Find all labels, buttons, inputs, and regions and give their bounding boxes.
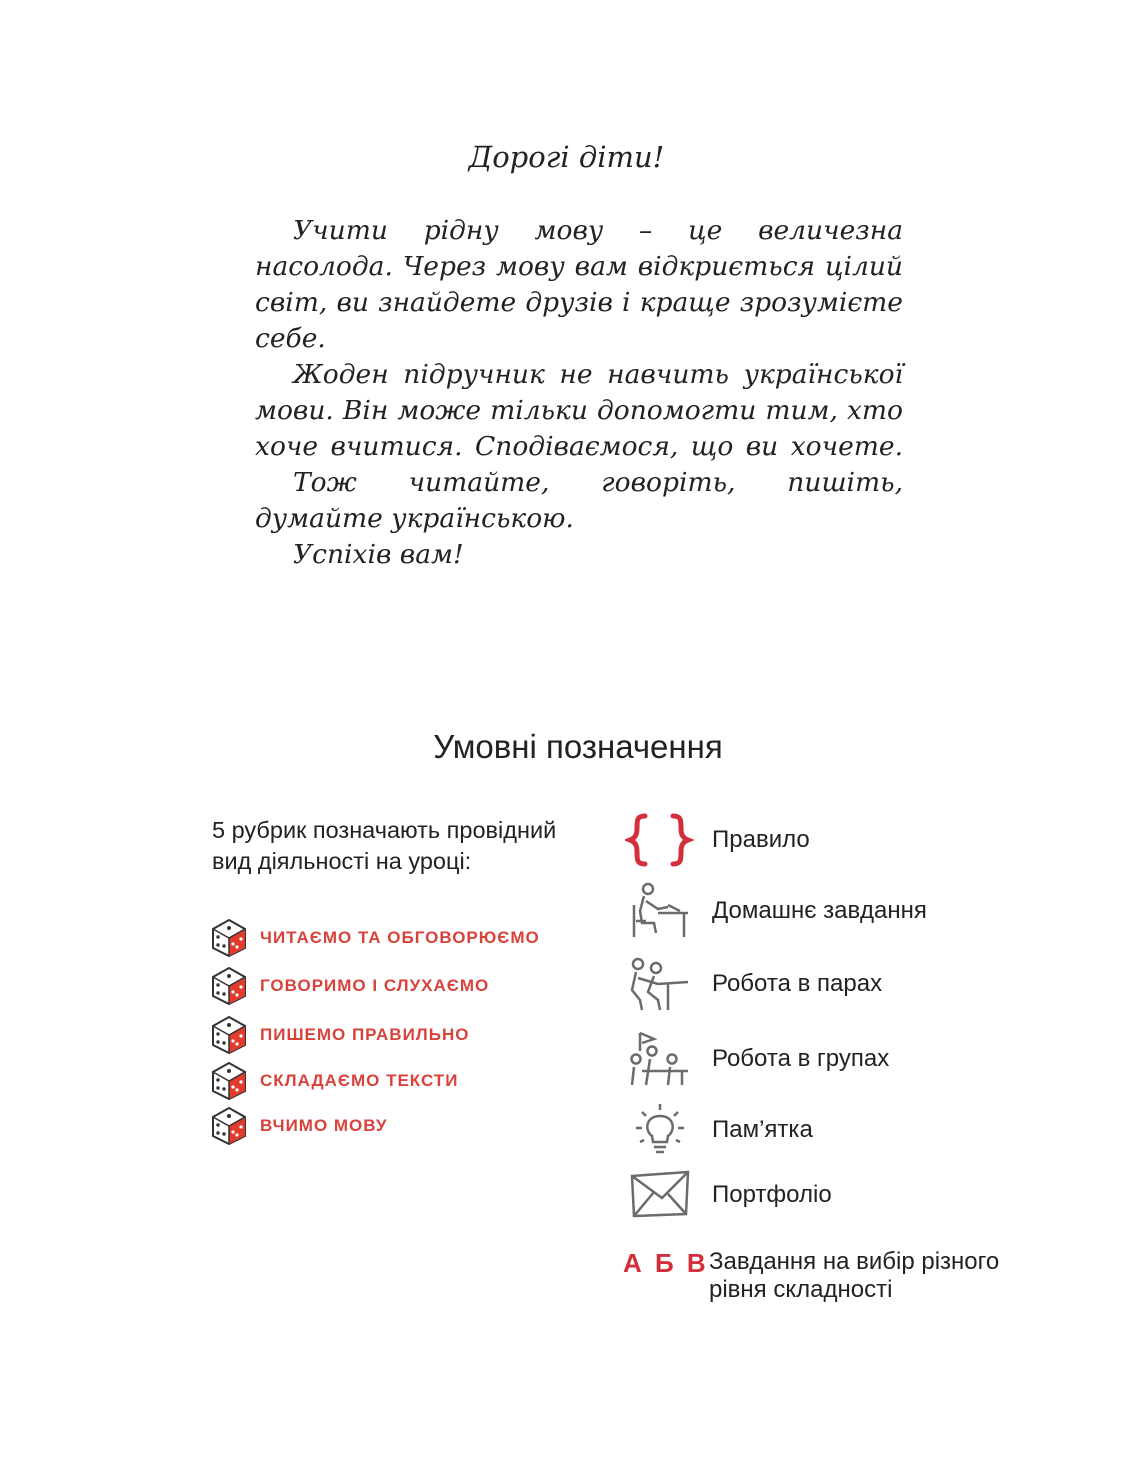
- symbol-rule: [620, 810, 810, 870]
- rubric-label: ВЧИМО МОВУ: [260, 1116, 388, 1135]
- symbol-portfolio: [620, 1165, 832, 1225]
- letter-paragraph-4: Успіхів вам!: [293, 539, 464, 570]
- greeting-heading: Дорогі діти!: [468, 140, 665, 174]
- rubric-label: СКЛАДАЄМО ТЕКСТИ: [260, 1071, 459, 1090]
- symbol-label: Робота в групах: [712, 1045, 890, 1072]
- symbol-label: Пам’ятка: [712, 1116, 813, 1143]
- dice-icon: [210, 918, 248, 958]
- rubric-item: [210, 966, 489, 1006]
- envelope-icon: [620, 1165, 700, 1225]
- letter-paragraph-2: Жоден підручник не навчить української мови. Він може тільки допомогти тим, хто хоче вчитися. Сподіваємося, що ви хочете.: [255, 359, 903, 462]
- dice-icon: [210, 1061, 248, 1101]
- symbol-label: Портфоліо: [712, 1181, 832, 1208]
- abv-letters: А Б В: [623, 1248, 709, 1278]
- letter-body: [255, 213, 903, 573]
- letter-paragraph-3: Тож читайте, говоріть, пишіть, думайте українською.: [255, 467, 903, 534]
- curly-braces-icon: [620, 810, 700, 870]
- lightbulb-icon: [620, 1100, 700, 1160]
- student-at-desk-icon: [620, 881, 700, 941]
- legend-title: Умовні позначення: [433, 728, 723, 765]
- dice-icon: [210, 1015, 248, 1055]
- letter-paragraph-1: Учити рідну мову – це величезна насолода. Через мову вам відкриється цілий світ, ви знайдете друзів і краще зрозумієте себе.: [255, 215, 903, 354]
- rubrics-intro: 5 рубрик позначають провідний вид діяльності на уроці:: [212, 817, 557, 874]
- rubric-label: ПИШЕМО ПРАВИЛЬНО: [260, 1025, 470, 1044]
- dice-icon: [210, 1106, 248, 1146]
- symbol-group-work: [620, 1029, 889, 1089]
- rubric-label: ЧИТАЄМО ТА ОБГОВОРЮЄМО: [260, 928, 540, 947]
- group-work-icon: [620, 1029, 700, 1089]
- rubric-item: [210, 1061, 458, 1101]
- symbol-pair-work: [620, 954, 882, 1014]
- pair-work-icon: [620, 954, 700, 1014]
- dice-icon: [210, 966, 248, 1006]
- symbol-label: Правило: [712, 826, 810, 853]
- symbol-label: Домашнє завдання: [712, 897, 927, 924]
- rubric-label: ГОВОРИМО І СЛУХАЄМО: [260, 976, 490, 995]
- symbol-homework: [620, 881, 927, 941]
- rubric-item: [210, 1106, 388, 1146]
- rubric-item: [210, 1015, 469, 1055]
- abv-label: Завдання на вибір різного рівня складності: [709, 1248, 1000, 1303]
- symbol-memo: [620, 1100, 813, 1160]
- rubric-item: [210, 918, 540, 958]
- symbol-label: Робота в парах: [712, 970, 883, 997]
